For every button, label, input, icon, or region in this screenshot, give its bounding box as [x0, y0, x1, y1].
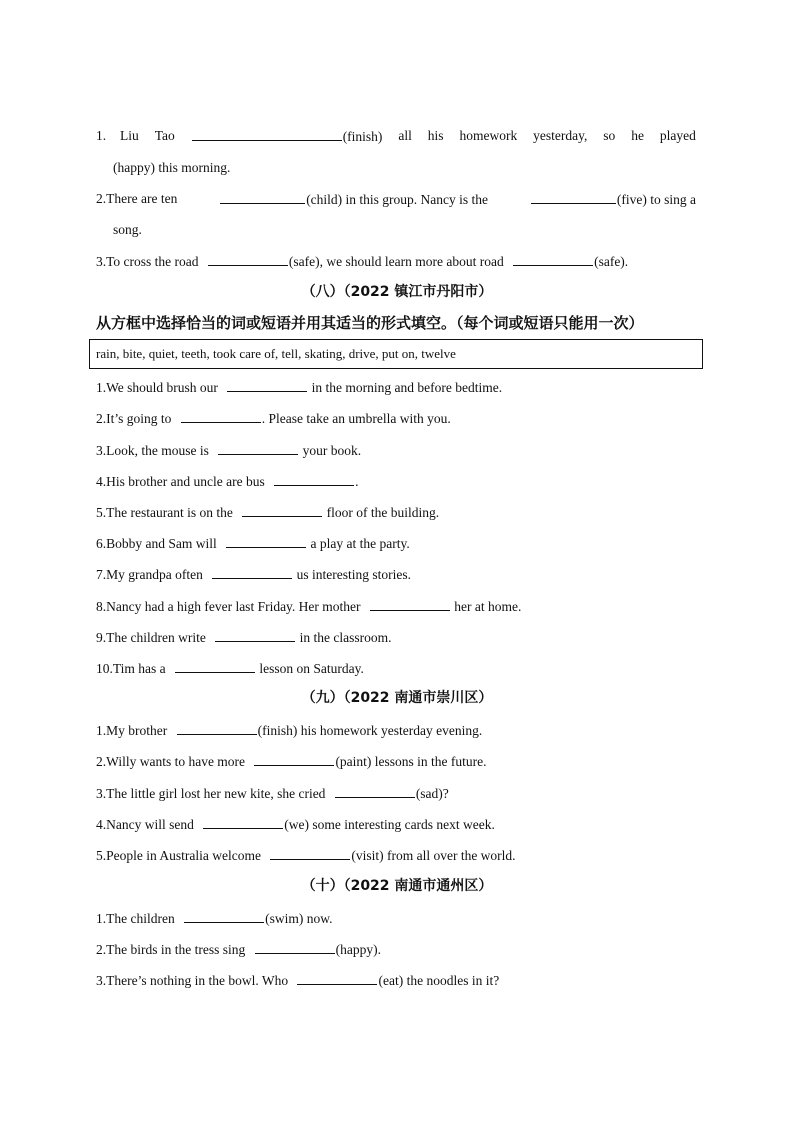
hint: (finish): [342, 129, 383, 144]
q-number: 1.: [96, 128, 107, 143]
answer-blank[interactable]: [270, 846, 350, 860]
text: (sad)?: [415, 786, 449, 801]
word-box: rain, bite, quiet, teeth, took care of, tell, skating, drive, put on, twelve: [89, 339, 703, 369]
text: lesson on Saturday.: [259, 661, 364, 676]
text: us interesting stories.: [296, 567, 411, 582]
text: his: [427, 128, 444, 143]
question-7-2-cont: song.: [113, 222, 142, 237]
question-10-3: [96, 971, 499, 990]
text: (safe), we should learn more about road: [288, 254, 504, 269]
text: (child) in this group. Nancy is the: [306, 192, 489, 207]
answer-blank[interactable]: [212, 565, 292, 579]
text: (happy).: [335, 942, 381, 957]
text: he: [631, 128, 644, 143]
text: Tao: [154, 128, 175, 143]
answer-blank[interactable]: [218, 441, 298, 455]
text: (safe).: [594, 254, 629, 269]
text: 1.We should brush our: [96, 380, 218, 395]
text: 2.It’s going to: [96, 411, 172, 426]
text: in the classroom.: [299, 630, 392, 645]
text: all: [398, 128, 412, 143]
question-10-2: [96, 940, 381, 959]
question-8-9: [96, 628, 391, 647]
question-9-5: [96, 846, 516, 865]
text: a play at the party.: [310, 536, 410, 551]
text: 3.To cross the road: [96, 254, 199, 269]
question-9-4: [96, 815, 495, 834]
text: .: [355, 474, 359, 489]
question-8-5: [96, 503, 439, 522]
question-7-3: [96, 252, 628, 271]
text: 3.There’s nothing in the bowl. Who: [96, 973, 289, 988]
answer-blank[interactable]: [226, 534, 306, 548]
text: floor of the building.: [326, 505, 440, 520]
text: 1.The children: [96, 911, 175, 926]
text: 3.Look, the mouse is: [96, 443, 209, 458]
answer-blank[interactable]: [203, 815, 283, 829]
answer-blank[interactable]: [254, 752, 334, 766]
text: (five) to sing a: [616, 192, 696, 207]
answer-blank[interactable]: [184, 909, 264, 923]
answer-blank[interactable]: [181, 409, 261, 423]
question-8-6: [96, 534, 410, 553]
text: (swim) now.: [265, 911, 333, 926]
text: yesterday,: [533, 128, 588, 143]
answer-blank[interactable]: [175, 659, 255, 673]
question-7-1-cont: (happy) this morning.: [113, 160, 231, 175]
text: your book.: [302, 443, 362, 458]
answer-blank[interactable]: [191, 127, 383, 146]
text: 2.The birds in the tress sing: [96, 942, 246, 957]
question-8-2: [96, 409, 451, 428]
section-heading-10: （十）（2022 南通市通州区）: [301, 878, 493, 894]
text: 1.My brother: [96, 723, 168, 738]
text: in the morning and before bedtime.: [311, 380, 503, 395]
text: 6.Bobby and Sam will: [96, 536, 217, 551]
question-9-3: [96, 784, 449, 803]
text: . Please take an umbrella with you.: [261, 411, 451, 426]
text: so: [603, 128, 616, 143]
text: (we) some interesting cards next week.: [284, 817, 495, 832]
question-8-8: [96, 597, 521, 616]
text: 4.His brother and uncle are bus: [96, 474, 265, 489]
text: played: [659, 128, 696, 143]
text: 5.The restaurant is on the: [96, 505, 233, 520]
text: 9.The children write: [96, 630, 206, 645]
answer-blank[interactable]: [208, 252, 288, 266]
text: 7.My grandpa often: [96, 567, 203, 582]
instruction: 从方框中选择恰当的词或短语并用其适当的形式填空。（每个词或短语只能用一次）: [96, 314, 644, 332]
text: 2.There are ten: [96, 191, 178, 206]
answer-blank[interactable]: [297, 971, 377, 985]
question-7-1: [96, 127, 696, 146]
answer-blank[interactable]: [274, 472, 354, 486]
question-9-2: [96, 752, 487, 771]
text: 4.Nancy will send: [96, 817, 194, 832]
section-heading-8: （八）（2022 镇江市丹阳市）: [301, 284, 493, 300]
text: (visit) from all over the world.: [351, 848, 516, 863]
text: homework: [459, 128, 518, 143]
text: Liu: [120, 128, 139, 143]
answer-blank[interactable]: [335, 784, 415, 798]
text: 3.The little girl lost her new kite, she cried: [96, 786, 326, 801]
question-9-1: [96, 721, 482, 740]
text: 8.Nancy had a high fever last Friday. Her mother: [96, 599, 361, 614]
answer-blank[interactable]: [177, 721, 257, 735]
section-heading-9: （九）（2022 南通市崇川区）: [301, 690, 493, 706]
answer-blank[interactable]: [530, 190, 696, 209]
text: 2.Willy wants to have more: [96, 754, 246, 769]
question-8-10: [96, 659, 364, 678]
question-7-2: [96, 190, 696, 209]
answer-blank[interactable]: [370, 597, 450, 611]
question-10-1: [96, 909, 332, 928]
answer-blank[interactable]: [215, 628, 295, 642]
answer-blank[interactable]: [219, 190, 488, 209]
answer-blank[interactable]: [242, 503, 322, 517]
text: 5.People in Australia welcome: [96, 848, 261, 863]
text: 10.Tim has a: [96, 661, 166, 676]
answer-blank[interactable]: [513, 252, 593, 266]
question-8-3: [96, 441, 361, 460]
question-8-4: [96, 472, 358, 491]
question-8-1: [96, 378, 502, 397]
text: (finish) his homework yesterday evening.: [257, 723, 483, 738]
text: (paint) lessons in the future.: [335, 754, 487, 769]
text: her at home.: [454, 599, 522, 614]
answer-blank[interactable]: [227, 378, 307, 392]
question-8-7: [96, 565, 411, 584]
answer-blank[interactable]: [255, 940, 335, 954]
text: (eat) the noodles in it?: [378, 973, 500, 988]
